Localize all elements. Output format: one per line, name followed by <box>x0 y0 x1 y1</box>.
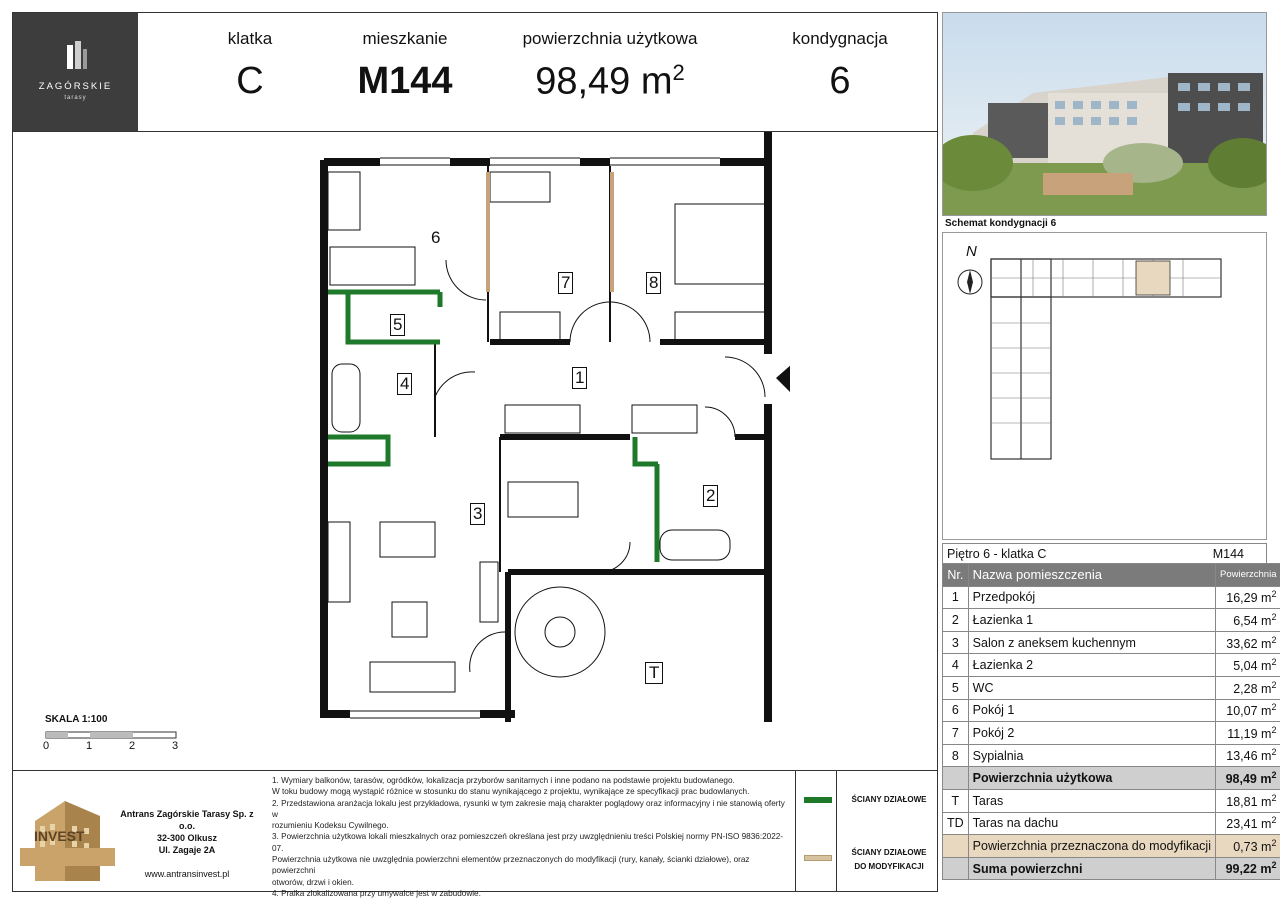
col-name: Nazwa pomieszczenia <box>968 564 1215 587</box>
note-line: 1. Wymiary balkonów, tarasów, ogródków, lokalizacja przyborów sanitarnych i inne podano na podstawie projektu budowlanego. <box>272 776 735 785</box>
entrance-arrow-icon <box>776 364 790 394</box>
company-info: Antrans Zagórskie Tarasy Sp. z o.o. 32-300 Olkusz Ul. Zagaje 2A www.antransinvest.pl <box>112 808 262 880</box>
table-title-right: M144 <box>1212 546 1244 561</box>
scale-tick-2: 2 <box>129 740 136 752</box>
suma-row: Suma powierzchni 99,22 $m^2$ <box>943 857 1280 880</box>
room-label-2: 2 <box>703 485 718 507</box>
total-use-row: Powierzchnia użytkowa 98,49 $m^2$ <box>943 767 1280 790</box>
floor-plan-drawing <box>300 132 790 732</box>
note-line: 4. Pralka zlokalizowana przy umywalce jest w zabudowie. <box>272 888 481 898</box>
klatka-label: klatka <box>227 29 273 48</box>
floor-scheme <box>942 232 1267 540</box>
north-label: N <box>966 243 977 260</box>
building-photo <box>942 12 1267 216</box>
col-nr: Nr. <box>943 564 969 587</box>
company-web[interactable]: www.antransinvest.pl <box>144 869 230 879</box>
taras-dach-row: TD Taras na dachu 23,41 $m^2$ <box>943 812 1280 835</box>
scale-tick-1: 1 <box>86 740 93 752</box>
scale-tick-3: 3 <box>172 740 179 752</box>
mieszkanie-label: mieszkanie <box>362 29 448 48</box>
note-line: 2. Przedstawiona aranżacja lokalu jest przykładowa, rysunki w tym zakresie mają charakter poglądowy oraz informacyjny i nie stanowią oferty w <box>272 798 785 819</box>
room-label-6: 6 <box>431 228 441 247</box>
pow-value: 98,49 $m^2$ <box>535 60 685 103</box>
legend-beige-swatch <box>804 855 832 861</box>
klatka-value: C <box>236 60 264 102</box>
room-label-4: 4 <box>397 373 412 395</box>
room-row: 6 Pokój 1 10,07 $m^2$ <box>943 699 1280 722</box>
room-label-5: 5 <box>390 314 405 336</box>
brand-name: ZAGÓRSKIE <box>38 81 113 92</box>
room-table <box>942 543 1277 880</box>
room-label-7: 7 <box>558 272 573 294</box>
schemat-caption: Schemat kondygnacji 6 <box>945 218 1057 229</box>
mod-row: Powierzchnia przeznaczona do modyfikacji 0,73 $m^2$ <box>943 835 1280 858</box>
company-logo-text: INVEST <box>34 828 85 844</box>
scale-title: SKALA 1:100 <box>45 714 108 725</box>
legend-beige-label: ŚCIANY DZIAŁOWE DO MODYFIKACJI <box>851 848 927 871</box>
room-label-8: 8 <box>646 272 661 294</box>
note-line: W toku budowy mogą wystąpić różnice w stosunku do stanu wynikającego z projektu, wynikające ze specyfikacji prac budowlanych. <box>272 787 750 797</box>
unit-highlight <box>1136 261 1170 295</box>
room-row: 1 Przedpokój 16,29 $m^2$ <box>943 586 1280 609</box>
col-area: Powierzchnia <box>1215 564 1280 587</box>
note-line: rozumieniu Kodeksu Cywilnego. <box>272 821 389 831</box>
kond-label: kondygnacja <box>792 29 888 48</box>
note-line: otworów, drzwi i okien. <box>272 877 354 887</box>
table-header-row <box>943 564 1280 587</box>
kond-value: 6 <box>829 60 851 102</box>
scale-tick-0: 0 <box>43 740 50 752</box>
room-row: 7 Pokój 2 11,19 $m^2$ <box>943 722 1280 745</box>
room-label-T: T <box>645 662 663 684</box>
room-label-3: 3 <box>470 503 485 525</box>
scale-bar <box>45 730 180 740</box>
mieszkanie-value: M144 <box>357 60 453 102</box>
taras-row: T Taras 18,81 $m^2$ <box>943 789 1280 812</box>
notes-block <box>272 775 792 899</box>
green-walls <box>328 292 658 562</box>
room-row: 4 Łazienka 2 5,04 $m^2$ <box>943 654 1280 677</box>
room-label-1: 1 <box>572 367 587 389</box>
pow-label: powierzchnia użytkowa <box>522 29 698 48</box>
scheme-drawing <box>943 233 1268 541</box>
note-line: 3. Powierzchnia użytkowa lokali mieszkalnych oraz pomieszczeń określana jest przy uwzględnieniu treści Polskiej normy PN-ISO 9836:2022-07. <box>272 832 784 853</box>
room-row: 2 Łazienka 1 6,54 $m^2$ <box>943 609 1280 632</box>
legend-green-label: ŚCIANY DZIAŁOWE <box>851 795 927 804</box>
brand-mark-icon <box>65 39 89 71</box>
room-row: 8 Sypialnia 13,46 $m^2$ <box>943 744 1280 767</box>
brand-sub: tarasy <box>64 95 87 101</box>
legend-green-swatch <box>804 797 832 803</box>
room-row: 5 WC 2,28 $m^2$ <box>943 676 1280 699</box>
note-line: Powierzchnia użytkowa nie uwzględnia powierzchni elementów przeznaczonych do modyfikacji (rury, kanały, ścianki działowe), oraz powierzchni <box>272 855 750 876</box>
room-row: 3 Salon z aneksem kuchennym 33,62 $m^2$ <box>943 631 1280 654</box>
brand-logo <box>13 13 138 131</box>
table-title-left: Piętro 6 - klatka C <box>947 546 1047 561</box>
